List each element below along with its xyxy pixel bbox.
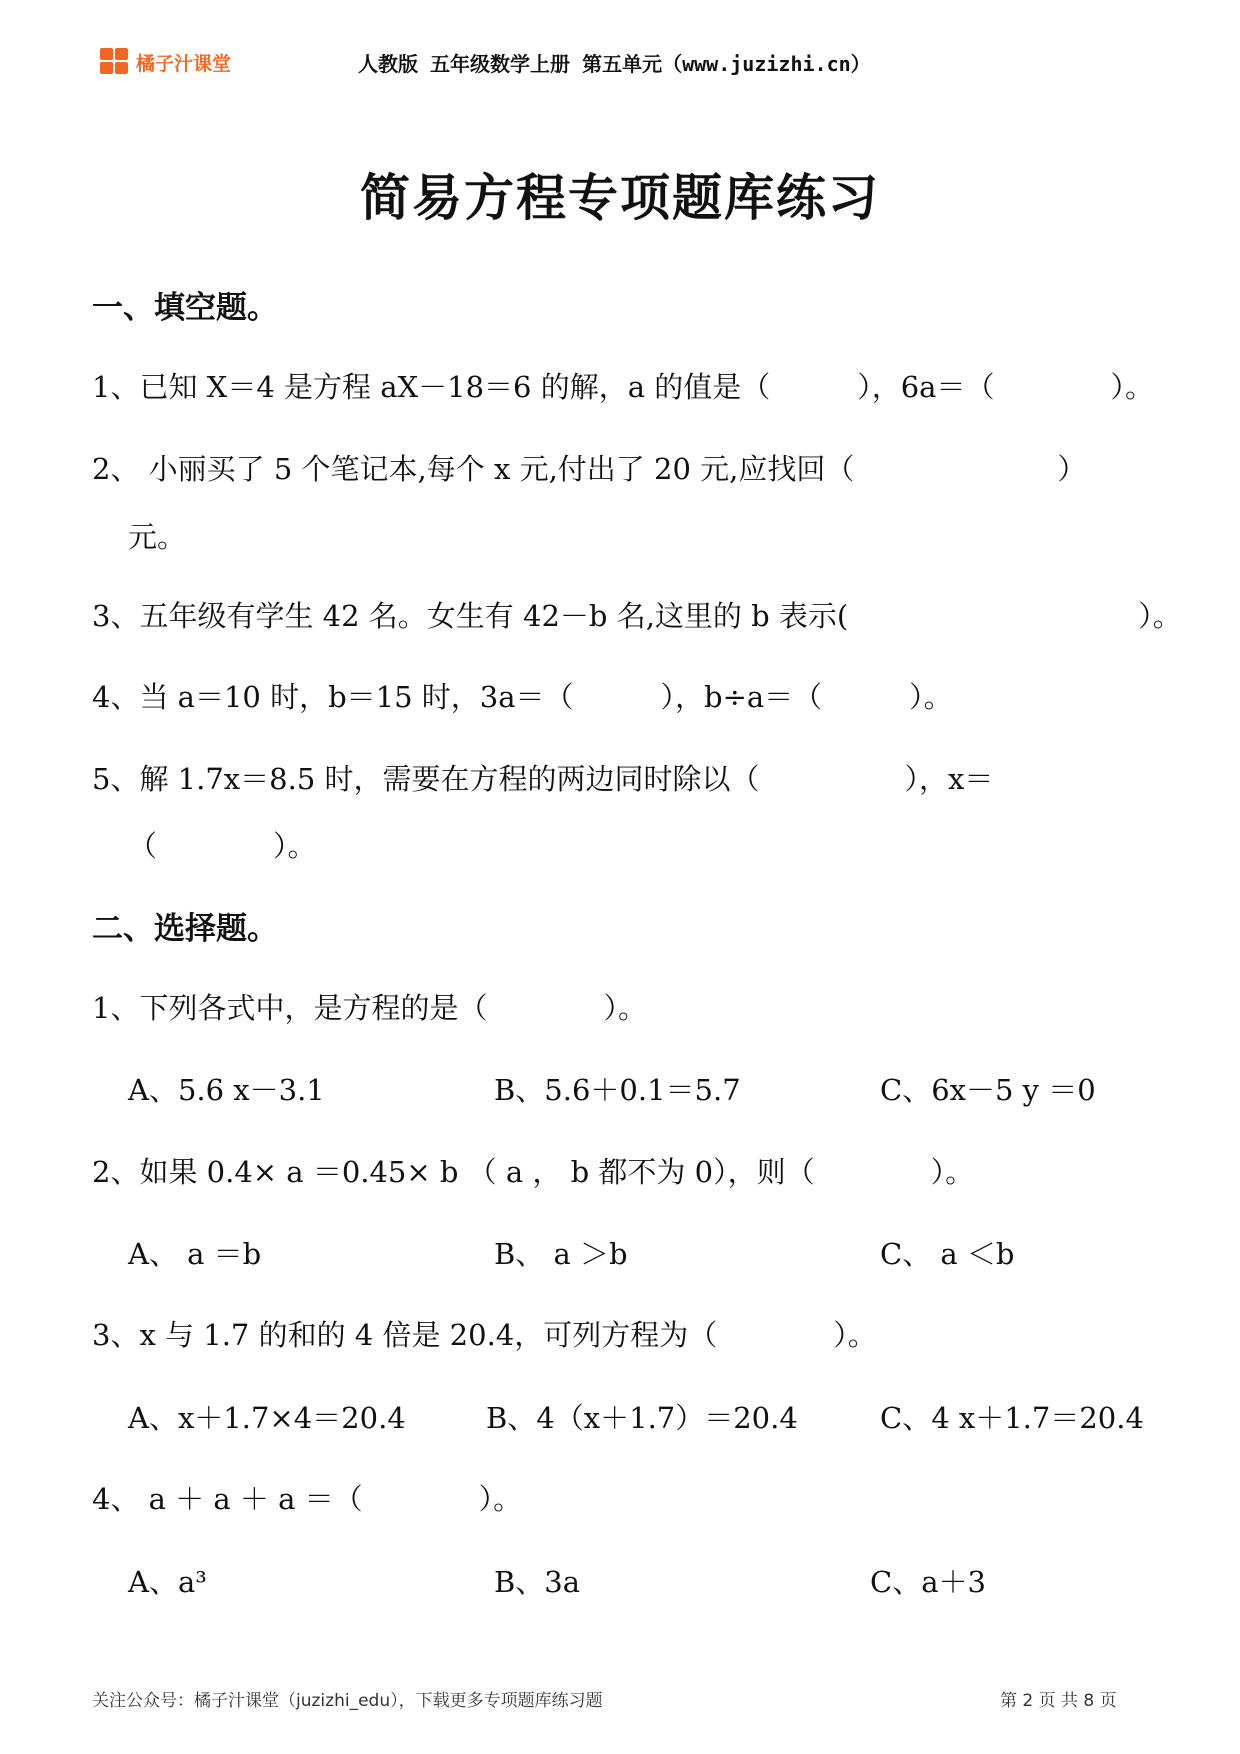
choice-4-option-c: C、a＋3 — [870, 1565, 986, 1599]
footer-note: 关注公众号：橘子汁课堂（juzizhi_edu），下载更多专项题库练习题 — [92, 1691, 603, 1711]
choice-1-option-b: B、5.6＋0.1＝5.7 — [494, 1073, 741, 1107]
choice-1-option-c: C、6x－5 y ＝0 — [880, 1073, 1096, 1107]
choice-question-3: 3、x 与 1.7 的和的 4 倍是 20.4，可列方程为（ ）。 — [92, 1318, 877, 1352]
header-title: 人教版 五年级数学上册 第五单元（www.juzizhi.cn） — [358, 52, 871, 76]
fill-question-2: 2、 小丽买了 5 个笔记本,每个 x 元,付出了 20 元,应找回（ ） — [92, 452, 1087, 486]
choice-2-option-c: C、 a ＜b — [880, 1237, 1015, 1271]
choice-question-1: 1、下列各式中，是方程的是（ ）。 — [92, 991, 647, 1025]
section-heading-fill: 一、填空题。 — [92, 290, 278, 326]
choice-3-option-c: C、4 x＋1.7＝20.4 — [880, 1401, 1144, 1435]
document-title: 简易方程专项题库练习 — [360, 169, 880, 227]
fill-question-3: 3、五年级有学生 42 名。女生有 42－b 名,这里的 b 表示( ）。 — [92, 599, 1182, 633]
logo-icon — [100, 48, 130, 76]
choice-question-2: 2、如果 0.4× a ＝0.45× b （ a ， b 都不为 0），则（ ）。 — [92, 1155, 975, 1189]
choice-2-option-a: A、 a ＝b — [128, 1237, 262, 1271]
choice-4-option-a: A、a³ — [128, 1565, 207, 1599]
fill-question-5: 5、解 1.7x＝8.5 时，需要在方程的两边同时除以（ ），x＝ — [92, 762, 994, 796]
choice-question-4: 4、 a ＋ a ＋ a ＝（ ）。 — [92, 1482, 523, 1516]
logo-text: 橘子汁课堂 — [136, 52, 232, 75]
choice-2-option-b: B、 a ＞b — [494, 1237, 628, 1271]
choice-3-option-a: A、x＋1.7×4＝20.4 — [128, 1401, 406, 1435]
choice-3-option-b: B、4（x＋1.7）＝20.4 — [486, 1401, 798, 1435]
fill-question-2-cont: 元。 — [128, 520, 187, 554]
choice-4-option-b: B、3a — [494, 1565, 581, 1599]
logo — [100, 48, 231, 76]
section-heading-choice: 二、选择题。 — [92, 911, 278, 947]
fill-question-4: 4、当 a＝10 时，b＝15 时，3a＝（ ），b÷a＝（ ）。 — [92, 680, 953, 714]
fill-question-5-cont: （ ）。 — [128, 829, 317, 863]
page-number: 第 2 页 共 8 页 — [1000, 1691, 1117, 1711]
choice-1-option-a: A、5.6 x－3.1 — [128, 1073, 325, 1107]
fill-question-1: 1、已知 X＝4 是方程 aX－18＝6 的解，a 的值是（ ），6a＝（ ）。 — [92, 370, 1154, 404]
